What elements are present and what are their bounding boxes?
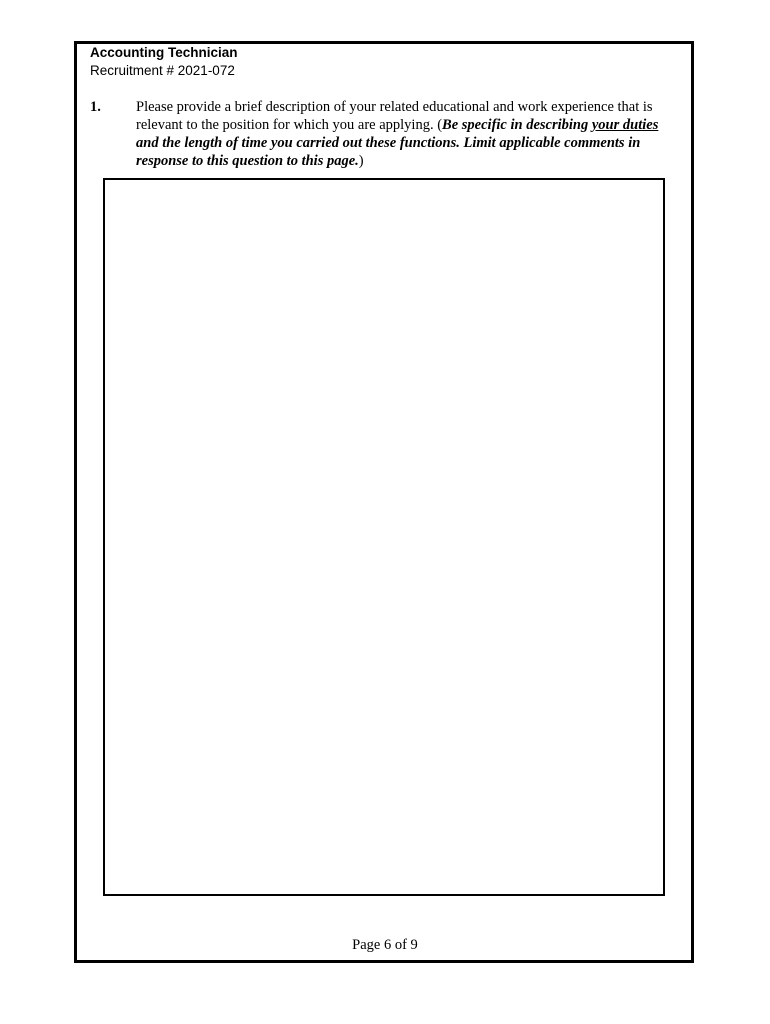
paren-open: ( [433,117,443,133]
instruction-underlined: your duties [591,117,659,133]
question-prompt: Please provide a brief description of your related educational and work experience that is relevant to the position for which you are applying. [136,99,653,133]
answer-text-area[interactable] [103,178,665,896]
page-number: Page 6 of 9 [352,937,418,953]
question-text [136,98,681,170]
recruitment-number: Recruitment # 2021-072 [90,63,235,78]
question-number: 1. [90,99,101,115]
paren-close: ) [358,153,364,169]
document-title: Accounting Technician [90,45,238,60]
instruction-lead: Be specific in describing [442,117,592,133]
instruction-tail: and the length of time you carried out these functions. Limit applicable comments in response to this question to this page. [136,135,641,169]
